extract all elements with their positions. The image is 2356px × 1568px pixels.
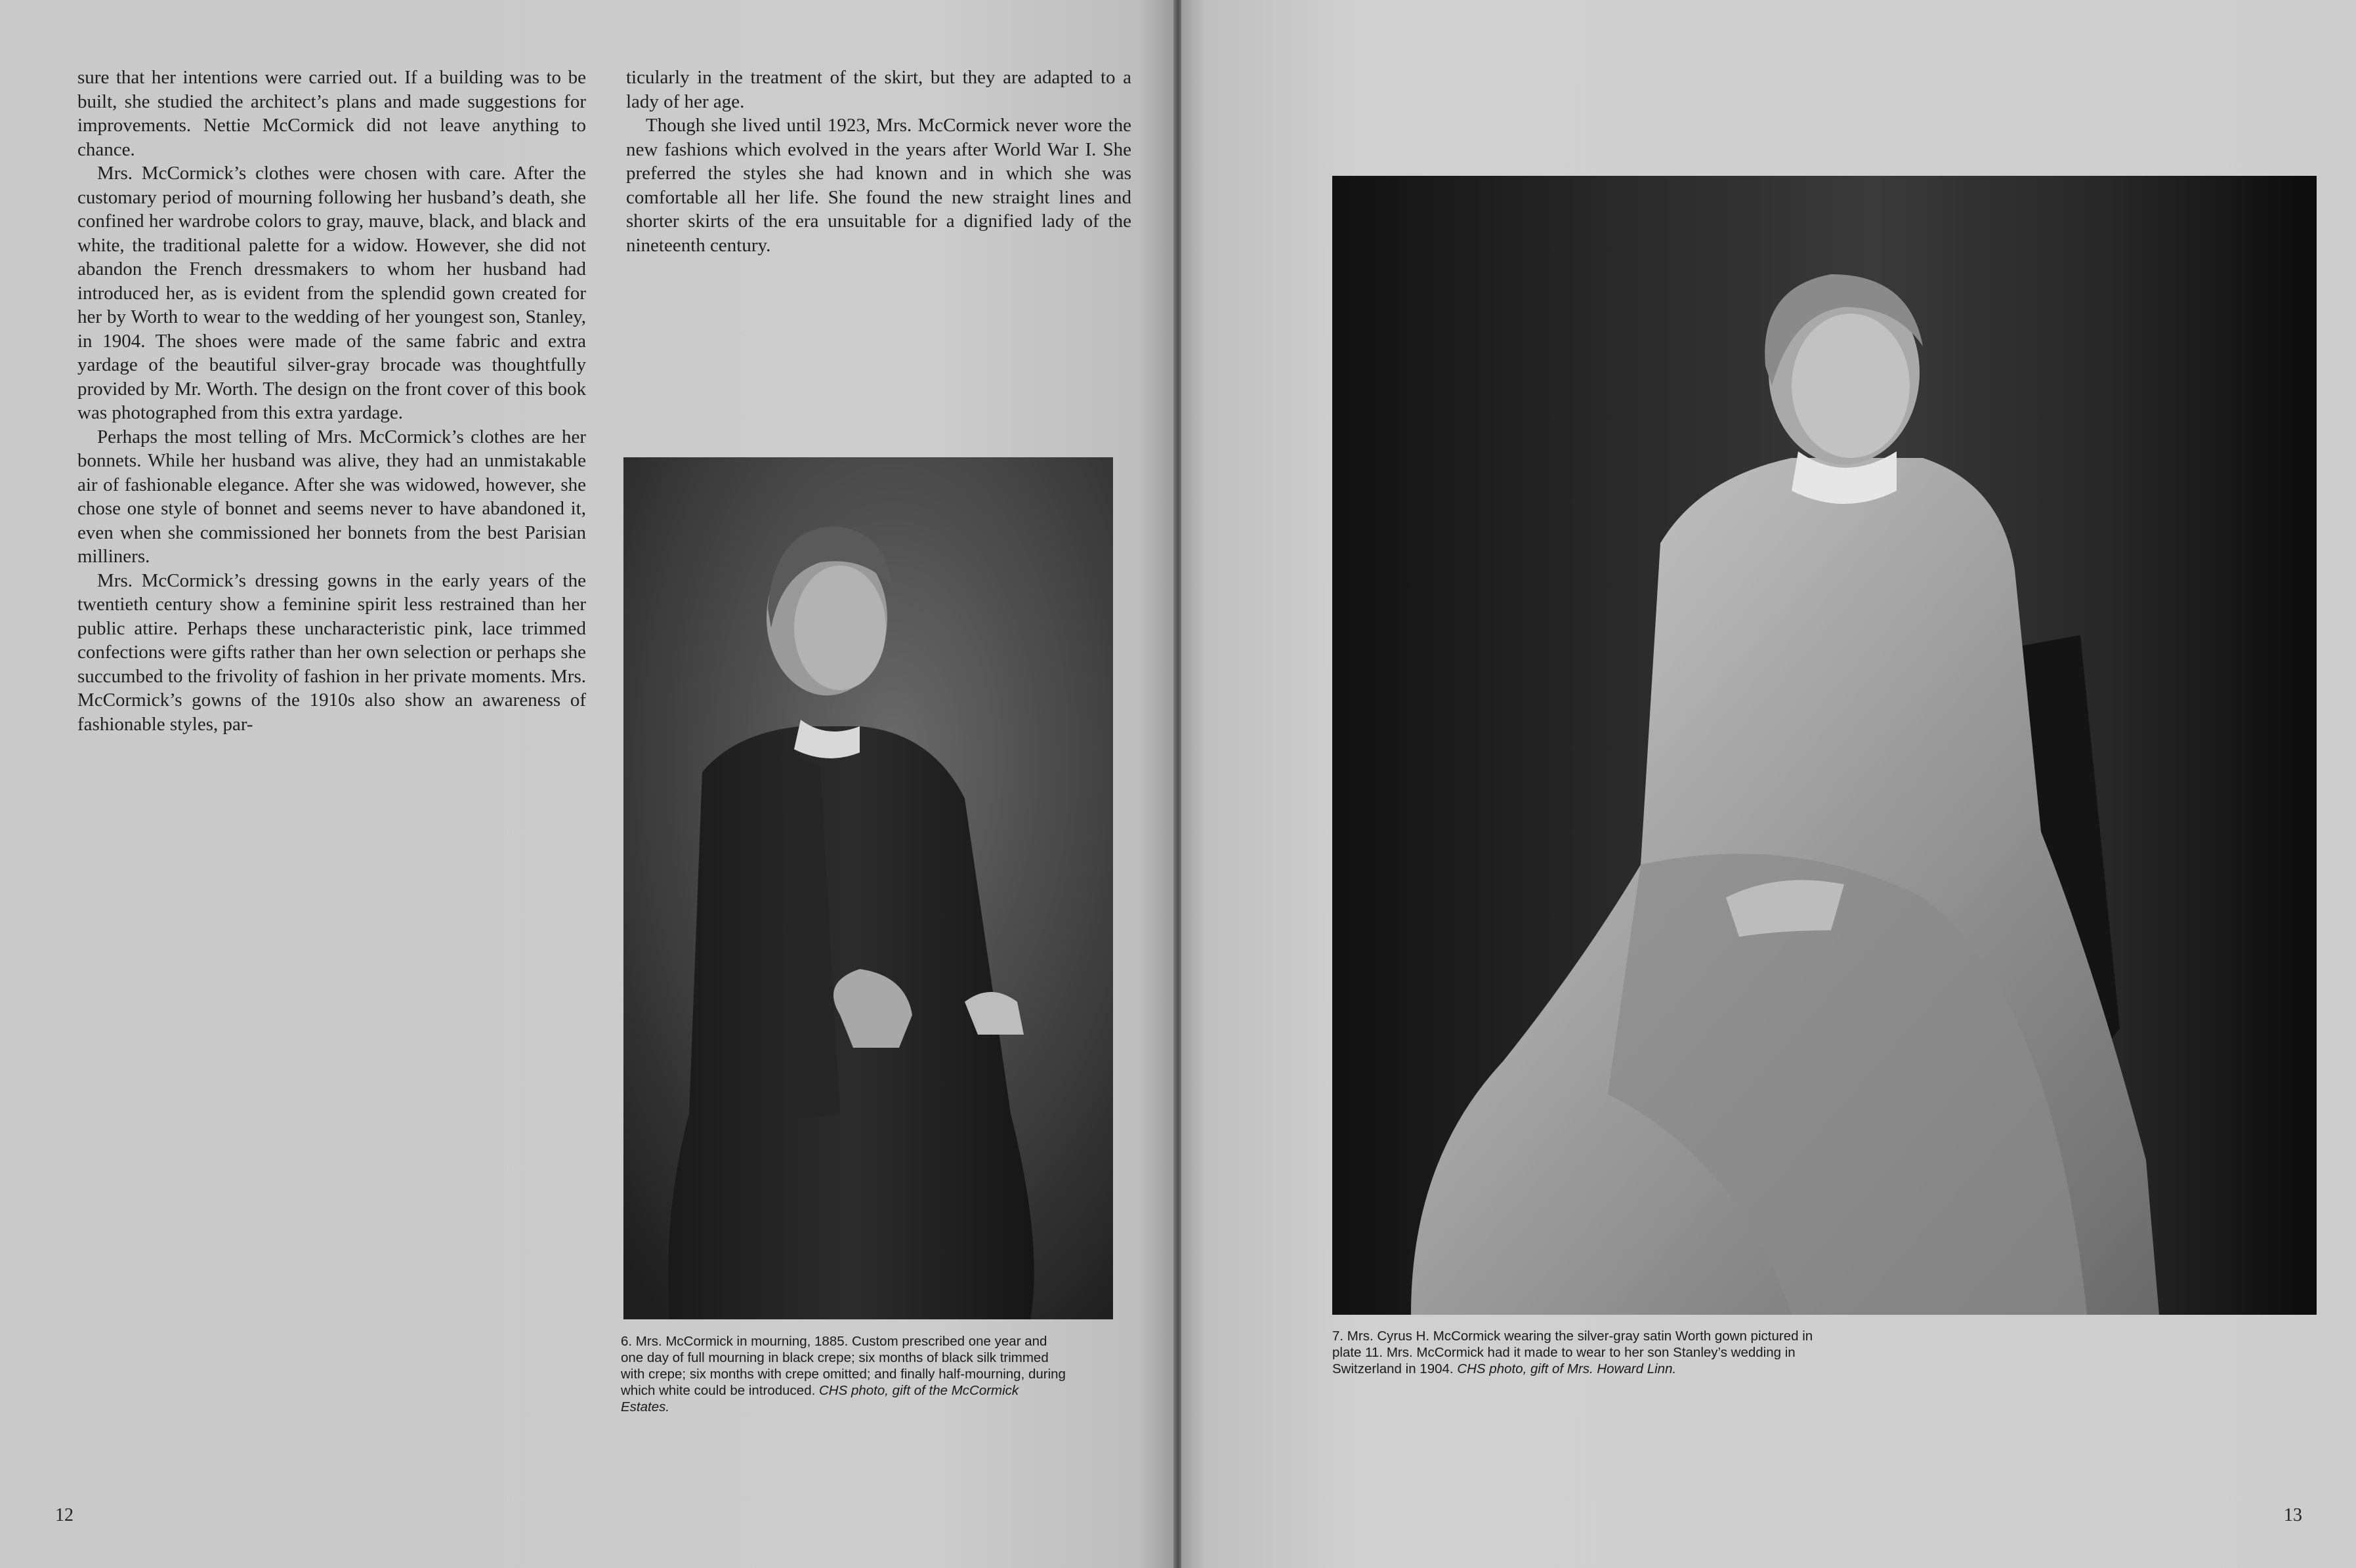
caption-plate-7 (1332, 1328, 1844, 1377)
paragraph: Though she lived until 1923, Mrs. McCormick never wore the new fashions which evolved in the years after World War I. She preferred the styles she had known and in which she was comfortable all her life. She found the new straight lines and shorter skirts of the era unsuitable for a dignified lady of the nineteenth century. (626, 115, 1131, 256)
left-page (0, 0, 1175, 1568)
photo-mourning-portrait (623, 457, 1113, 1319)
photo-credit: CHS photo, gift of the McCormick Estates. (621, 1383, 1019, 1414)
text-column-2 (626, 66, 1131, 257)
paragraph: Mrs. McCormick’s clothes were chosen with care. After the customary period of mourning following her husband’s death, she confined her wardrobe colors to gray, mauve, black, and black and white, the traditional palette for a widow. However, she did not abandon the French dressmakers to whom her husband had introduced her, as is evident from the splendid gown created for her by Worth to wear to the wedding of her youngest son, Stanley, in 1904. The shoes were made of the same fabric and extra yardage of the beautiful silver-gray brocade was thoughtfully provided by Mr. Worth. The design on the front cover of this book was photographed from this extra yardage. (77, 163, 586, 423)
caption-text: 7. Mrs. Cyrus H. McCormick wearing the silver-gray satin Worth gown pictured in plate 11. Mrs. McCormick had it made to wear to her son Stanley’s wedding in Switzerland in 1904. (1332, 1329, 1813, 1376)
caption-text: 6. Mrs. McCormick in mourning, 1885. Custom prescribed one year and one day of full mourning in black crepe; six months of black silk trimmed with crepe; six months with crepe omitted; and finally half-mourning, during which white could be introduced. (621, 1334, 1066, 1398)
page-number-left: 12 (55, 1505, 74, 1525)
paragraph: Mrs. McCormick’s dressing gowns in the early years of the twentieth century show a feminine spirit less restrained than her public attire. Perhaps these uncharacteristic pink, lace trimmed confections were gifts rather than her own selection or perhaps she succumbed to the frivolity of fashion in her private moments. Mrs. McCormick’s gowns of the 1910s also show an awareness of fashionable styles, par- (77, 569, 586, 735)
paragraph: ticularly in the treatment of the skirt, but they are adapted to a lady of her age. (626, 67, 1131, 112)
paragraph: Perhaps the most telling of Mrs. McCormick’s clothes are her bonnets. While her husband was alive, they had an unmistakable air of fashionable elegance. After she was widowed, however, she chose one style of bonnet and seems never to have abandoned it, even when she commissioned her bonnets from the best Parisian milliners. (77, 426, 586, 567)
photo-credit: CHS photo, gift of Mrs. Howard Linn. (1457, 1361, 1677, 1376)
photo-worth-gown-portrait (1332, 176, 2317, 1315)
page-number-right: 13 (2284, 1505, 2302, 1525)
caption-plate-6 (621, 1333, 1067, 1415)
paragraph: sure that her intentions were carried out. If a building was to be built, she studied the architect’s plans and made suggestions for improvements. Nettie McCormick did not leave anything to chance. (77, 67, 586, 160)
text-column-1 (77, 66, 586, 736)
